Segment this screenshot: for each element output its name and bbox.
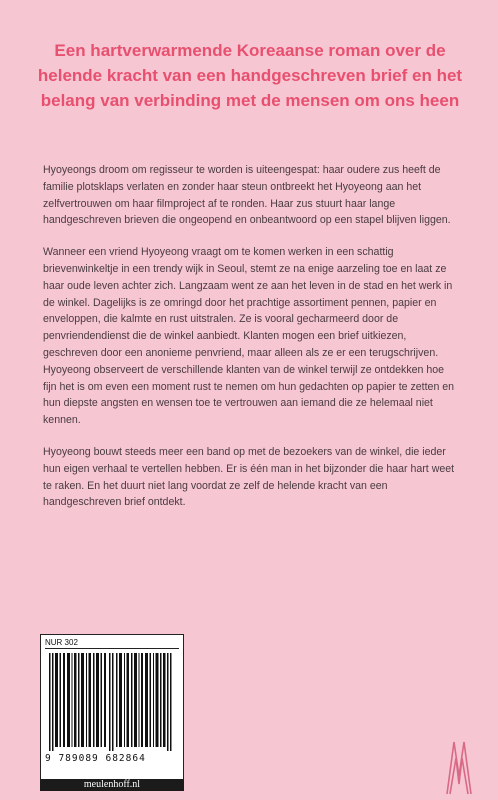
publisher-url: meulenhoff.nl — [40, 779, 184, 791]
nur-code: NUR 302 — [45, 637, 179, 649]
blurb-paragraph-1: Hyoyeongs droom om regisseur te worden is uiteengespat: haar oudere zus heeft de familie plotsklaps verlaten en zonder haar steun ontbreekt het Hyoyeong aan het zelfvertrouwen om haar filmproject af te ronden. Haar zus stuurt haar lange handgeschreven brieven die ongeopend en onbeantwoord op een stapel blijven liggen. — [43, 164, 451, 227]
blurb-text — [43, 162, 459, 526]
blurb-paragraph-2: Wanneer een vriend Hyoyeong vraagt om te komen werken in een schattig brievenwinkeltje in een trendy wijk in Seoul, stemt ze na enige aarzeling toe en laat ze haar oude leven achter zich. Langzaam went ze aan het leven in de stad en het werk in de winkel. Dagelijks is ze omringd door het prachtige assortiment pennen, papier en enveloppen, die kalmte en rust uitstralen. Ze is vooral gecharmeerd door de penvriendendienst die de winkel aanbiedt. Klanten mogen een brief uitkiezen, geschreven door een anonieme penvriend, maar alleen als ze er een terugschrijven. Hyoyeong observeert de verschillende klanten van de winkel terwijl ze ontdekken hoe fijn het is om even een moment rust te nemen om hun gedachten op papier te zetten en hun diepste angsten en wensen toe te vertrouwen aan iemand die ze helemaal niet kennen. — [43, 246, 455, 427]
meulenhoff-logo-icon — [444, 736, 474, 796]
blurb-paragraph-3: Hyoyeong bouwt steeds meer een band op met de bezoekers van de winkel, die ieder hun eigen verhaal te vertellen hebben. Er is één man in het bijzonder die haar hart weet te raken. En het duurt niet lang voordat ze zelf de helende kracht van een handgeschreven brief ontdekt. — [43, 445, 455, 509]
barcode-box — [40, 634, 184, 780]
isbn-number: 9 789089 682864 — [45, 753, 146, 764]
barcode-icon — [49, 653, 177, 751]
back-cover-headline: Een hartverwarmende Koreaanse roman over de helende kracht van een handgeschreven brief en het belang van verbinding met de mensen om ons heen — [37, 41, 463, 110]
